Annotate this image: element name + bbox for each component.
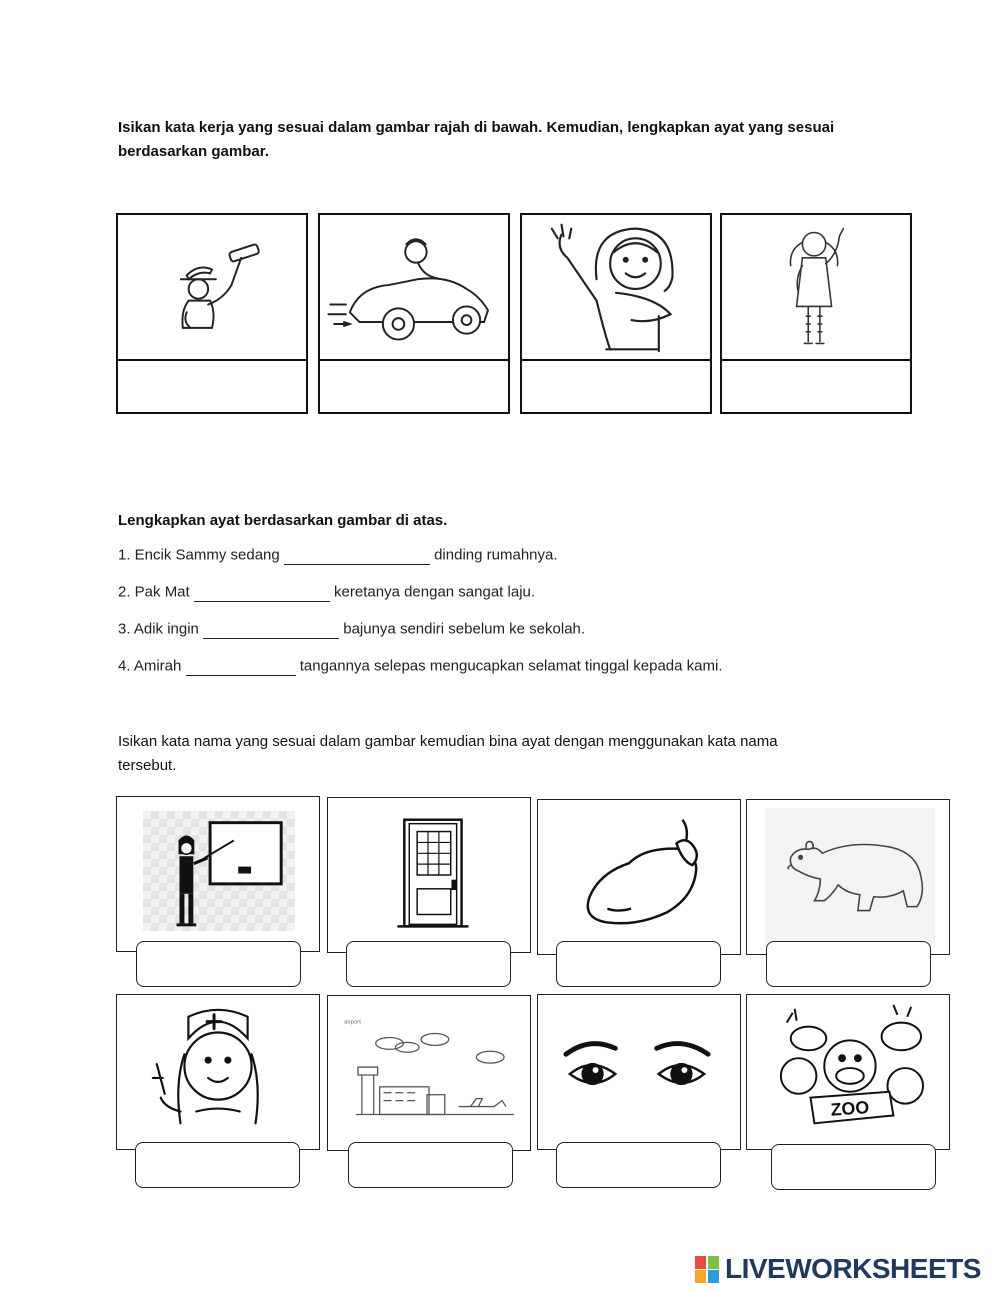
noun-answer-box-3 bbox=[556, 941, 721, 987]
sentence-4-before: 4. Amirah bbox=[118, 657, 182, 675]
picture-cell-2 bbox=[318, 213, 510, 361]
sentence-4-blank[interactable] bbox=[186, 657, 296, 676]
sentence-2-after: keretanya dengan sangat laju. bbox=[334, 583, 536, 601]
answer-cell-3 bbox=[520, 359, 712, 414]
door-icon bbox=[328, 798, 530, 952]
verb-answer-input-3[interactable] bbox=[522, 361, 710, 412]
sentence-2-blank[interactable] bbox=[194, 583, 330, 602]
instruction-verbs bbox=[118, 116, 898, 164]
sentence-2-before: 2. Pak Mat bbox=[118, 583, 190, 601]
eggplant-icon bbox=[538, 800, 740, 954]
answer-cell-4 bbox=[720, 359, 912, 414]
noun-answer-input-8[interactable] bbox=[772, 1145, 935, 1189]
noun-picture-2 bbox=[327, 797, 531, 953]
teacher-icon bbox=[117, 797, 319, 951]
sentence-3-blank[interactable] bbox=[203, 620, 339, 639]
sentence-1-before: 1. Encik Sammy sedang bbox=[118, 546, 280, 564]
sentence-3-after: bajunya sendiri sebelum ke sekolah. bbox=[343, 620, 586, 638]
zoo-sign-text: ZOO bbox=[830, 1097, 870, 1120]
picture-cell-1 bbox=[116, 213, 308, 361]
eyes-icon bbox=[538, 995, 740, 1149]
sentence-1-blank[interactable] bbox=[284, 546, 430, 565]
noun-answer-input-4[interactable] bbox=[767, 942, 930, 986]
instruction-nouns bbox=[118, 730, 898, 778]
picture-cell-4 bbox=[720, 213, 912, 361]
noun-answer-box-5 bbox=[135, 1142, 300, 1188]
sentence-4 bbox=[118, 657, 723, 676]
girl-waving-icon bbox=[722, 215, 910, 359]
airport-caption: airport bbox=[344, 1019, 361, 1026]
instruction-nouns-line1: Isikan kata nama yang sesuai dalam gambar kemudian bina ayat dengan menggunakan kata nama bbox=[118, 733, 778, 750]
noun-answer-box-4 bbox=[766, 941, 931, 987]
noun-answer-box-6 bbox=[348, 1142, 513, 1188]
instruction-verbs-line2: berdasarkan gambar. bbox=[118, 143, 269, 160]
noun-picture-4 bbox=[746, 799, 950, 955]
picture-cell-3 bbox=[520, 213, 712, 361]
verb-answer-input-2[interactable] bbox=[320, 361, 508, 412]
noun-picture-7 bbox=[537, 994, 741, 1150]
noun-answer-input-5[interactable] bbox=[136, 1143, 299, 1187]
sentence-3 bbox=[118, 620, 585, 639]
noun-answer-box-1 bbox=[136, 941, 301, 987]
noun-answer-input-1[interactable] bbox=[137, 942, 300, 986]
sentence-4-after: tangannya selepas mengucapkan selamat tinggal kepada kami. bbox=[299, 657, 723, 675]
noun-picture-8 bbox=[746, 994, 950, 1150]
liveworksheets-logo bbox=[695, 1253, 981, 1285]
man-driving-car-icon bbox=[320, 215, 508, 359]
noun-answer-input-7[interactable] bbox=[557, 1143, 720, 1187]
answer-cell-2 bbox=[318, 359, 510, 414]
noun-answer-box-2 bbox=[346, 941, 511, 987]
sentence-1-after: dinding rumahnya. bbox=[434, 546, 558, 564]
instruction-nouns-line2: tersebut. bbox=[118, 757, 177, 774]
noun-picture-5 bbox=[116, 994, 320, 1150]
logo-blocks-icon bbox=[695, 1254, 721, 1284]
verb-answer-input-4[interactable] bbox=[722, 361, 910, 412]
noun-answer-input-3[interactable] bbox=[557, 942, 720, 986]
logo-text: LIVEWORKSHEETS bbox=[725, 1253, 981, 1284]
girl-dressing-icon bbox=[522, 215, 710, 359]
noun-answer-box-7 bbox=[556, 1142, 721, 1188]
airport-icon bbox=[328, 996, 530, 1150]
answer-cell-1 bbox=[116, 359, 308, 414]
bear-icon bbox=[747, 800, 949, 954]
sentence-3-before: 3. Adik ingin bbox=[118, 620, 199, 638]
verb-answer-input-1[interactable] bbox=[118, 361, 306, 412]
noun-answer-box-8 bbox=[771, 1144, 936, 1190]
sentences-heading: Lengkapkan ayat berdasarkan gambar di atas. bbox=[118, 512, 448, 529]
noun-answer-input-2[interactable] bbox=[347, 942, 510, 986]
instruction-verbs-line1: Isikan kata kerja yang sesuai dalam gambar rajah di bawah. Kemudian, lengkapkan ayat yang sesuai bbox=[118, 119, 835, 136]
nurse-icon bbox=[117, 995, 319, 1149]
zoo-animals-icon bbox=[747, 995, 949, 1149]
painter-with-roller-icon bbox=[118, 215, 306, 359]
noun-picture-6 bbox=[327, 995, 531, 1151]
sentence-2 bbox=[118, 583, 535, 602]
noun-answer-input-6[interactable] bbox=[349, 1143, 512, 1187]
noun-picture-3 bbox=[537, 799, 741, 955]
noun-picture-1 bbox=[116, 796, 320, 952]
sentence-1 bbox=[118, 546, 558, 565]
